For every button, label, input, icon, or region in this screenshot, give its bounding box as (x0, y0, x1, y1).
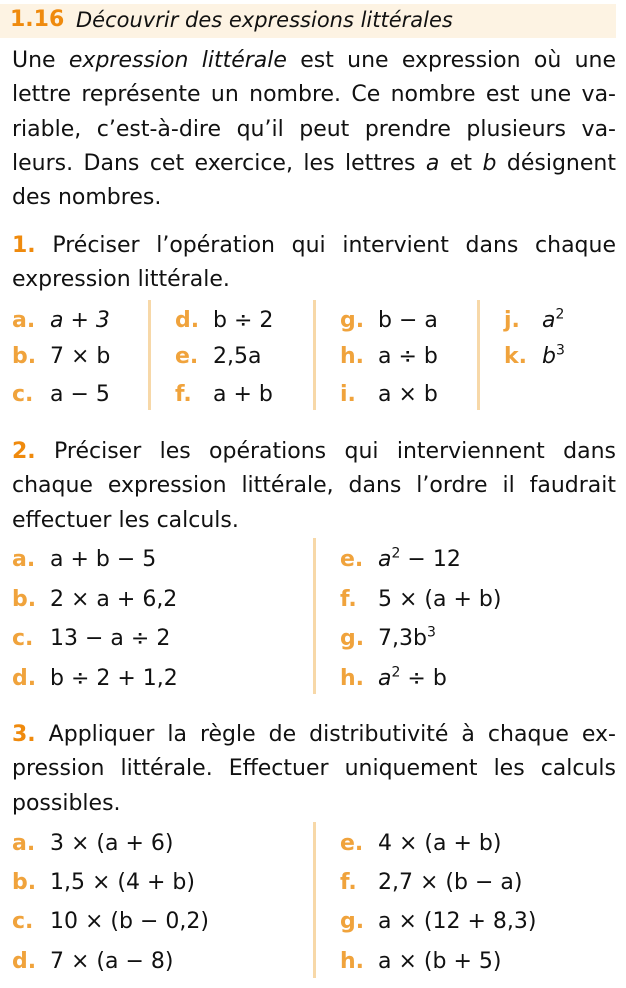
item-label: c. (12, 382, 34, 407)
q1-item-j (504, 306, 564, 336)
item-label: f. (340, 587, 357, 612)
item-label: e. (175, 344, 199, 369)
item-expr: 13 − a ÷ 2 (50, 626, 171, 651)
item-label: d. (12, 949, 37, 974)
q3-item-g (340, 907, 536, 937)
q1-item-f (175, 380, 273, 410)
q1-number: 1. (12, 233, 36, 258)
q1-statement (12, 229, 616, 298)
item-expr: 2 × a + 6,2 (50, 587, 178, 612)
item-label: h. (340, 344, 365, 369)
intro-text-1: Une (12, 48, 69, 73)
q3-item-h (340, 947, 501, 977)
q1-item-k (504, 342, 565, 372)
q2-item-b (12, 585, 177, 615)
q1-item-a (12, 306, 110, 336)
item-expr: a × b (378, 382, 438, 407)
item-exponent: 2 (391, 545, 401, 562)
item-exponent: 3 (426, 624, 436, 641)
item-label: c. (12, 626, 34, 651)
item-expr: 3 × (a + 6) (50, 831, 174, 856)
item-expr: a ÷ b (378, 344, 438, 369)
q2-statement (12, 435, 616, 538)
item-expr: a (542, 308, 556, 333)
item-expr: b ÷ 2 (213, 308, 274, 333)
column-separator (148, 300, 151, 410)
q3-item-e (340, 829, 501, 859)
item-label: b. (12, 344, 37, 369)
intro-var-b: b (482, 150, 497, 176)
q3-item-a (12, 829, 173, 859)
item-expr: 5 × (a + b) (378, 587, 502, 612)
q2-item-e (340, 545, 461, 575)
q2-item-a (12, 545, 156, 575)
item-expr-rest: ÷ b (400, 666, 447, 691)
item-label: h. (340, 666, 365, 691)
column-separator (477, 300, 480, 410)
q2-item-c (12, 624, 170, 654)
item-label: b. (12, 870, 37, 895)
item-label: g. (340, 626, 365, 651)
item-label: j. (504, 308, 520, 333)
q2-item-g (340, 624, 436, 654)
item-expr: a × (12 + 8,3) (378, 909, 537, 934)
item-expr: 7 × b (50, 344, 111, 369)
item-label: g. (340, 909, 365, 934)
item-expr: 7 × (a − 8) (50, 949, 174, 974)
item-expr: b ÷ 2 + 1,2 (50, 666, 178, 691)
q2-number: 2. (12, 439, 36, 464)
item-expr: a − 5 (50, 382, 110, 407)
item-exponent: 2 (555, 306, 565, 323)
intro-term: expression littérale (68, 48, 287, 73)
exercise-number: 1.16 (10, 7, 65, 32)
intro-text-2: est une expression où une lettre représente un nombre. Ce nombre est une va-riable, c’est-à-dire qu’il peut prendre plusieurs va-leurs. Dans cet exercice, les lettres (12, 48, 616, 176)
item-expr: b − a (378, 308, 438, 333)
q3-item-c (12, 907, 209, 937)
exercise-title: Découvrir des expressions littérales (76, 8, 453, 32)
q1-text: Préciser l’opération qui intervient dans chaque expression littérale. (12, 233, 616, 293)
item-label: e. (340, 831, 364, 856)
item-expr: a + 3 (50, 308, 110, 333)
item-label: e. (340, 547, 364, 572)
intro-paragraph (12, 44, 616, 215)
item-label: d. (12, 666, 37, 691)
intro-var-a: a (425, 150, 440, 176)
q2-item-f (340, 585, 501, 615)
item-expr: 2,7 × (b − a) (378, 870, 523, 895)
item-expr: a × (b + 5) (378, 949, 502, 974)
q3-item-f (340, 868, 522, 898)
item-label: h. (340, 949, 365, 974)
q1-item-e (175, 342, 261, 372)
q3-item-d (12, 947, 173, 977)
item-expr: 7,3b (378, 626, 427, 651)
item-label: a. (12, 547, 36, 572)
q1-item-c (12, 380, 110, 410)
q1-item-d (175, 306, 273, 336)
item-label: c. (12, 909, 34, 934)
item-expr: 10 × (b − 0,2) (50, 909, 209, 934)
item-label: b. (12, 587, 37, 612)
item-expr: 4 × (a + b) (378, 831, 502, 856)
item-expr: 2,5a (213, 344, 262, 369)
item-label: f. (175, 382, 192, 407)
q2-text: Préciser les opérations qui interviennent dans chaque expression littérale, dans l’ordre il faudrait effectuer les calculs. (12, 439, 616, 533)
q3-item-b (12, 868, 195, 898)
item-expr: a (378, 666, 392, 691)
item-expr: 1,5 × (4 + b) (50, 870, 195, 895)
q3-statement (12, 718, 616, 821)
item-expr-rest: − 12 (400, 547, 461, 572)
q3-text: Appliquer la règle de distributivité à chaque ex-pression littérale. Effectuer uniquement les calculs possibles. (12, 722, 616, 816)
item-exponent: 2 (391, 664, 401, 681)
intro-text-3: et (439, 150, 483, 176)
item-exponent: 3 (555, 342, 565, 359)
q1-item-i (340, 380, 438, 410)
item-label: g. (340, 308, 365, 333)
q2-item-d (12, 664, 178, 694)
q1-item-h (340, 342, 438, 372)
item-label: i. (340, 382, 356, 407)
column-separator (313, 538, 316, 694)
item-label: k. (504, 344, 527, 369)
item-expr: b (542, 344, 556, 369)
item-label: f. (340, 870, 357, 895)
column-separator (313, 822, 316, 978)
item-expr: a + b − 5 (50, 547, 157, 572)
column-separator (313, 300, 316, 410)
item-label: d. (175, 308, 200, 333)
q2-item-h (340, 664, 447, 694)
intro-text-4: désignent des nombres. (12, 150, 616, 211)
exercise-header (0, 4, 616, 38)
item-label: a. (12, 831, 36, 856)
q3-number: 3. (12, 722, 36, 747)
q1-item-b (12, 342, 110, 372)
q1-item-g (340, 306, 438, 336)
item-expr: a + b (213, 382, 273, 407)
item-expr: a (378, 547, 392, 572)
item-label: a. (12, 308, 36, 333)
